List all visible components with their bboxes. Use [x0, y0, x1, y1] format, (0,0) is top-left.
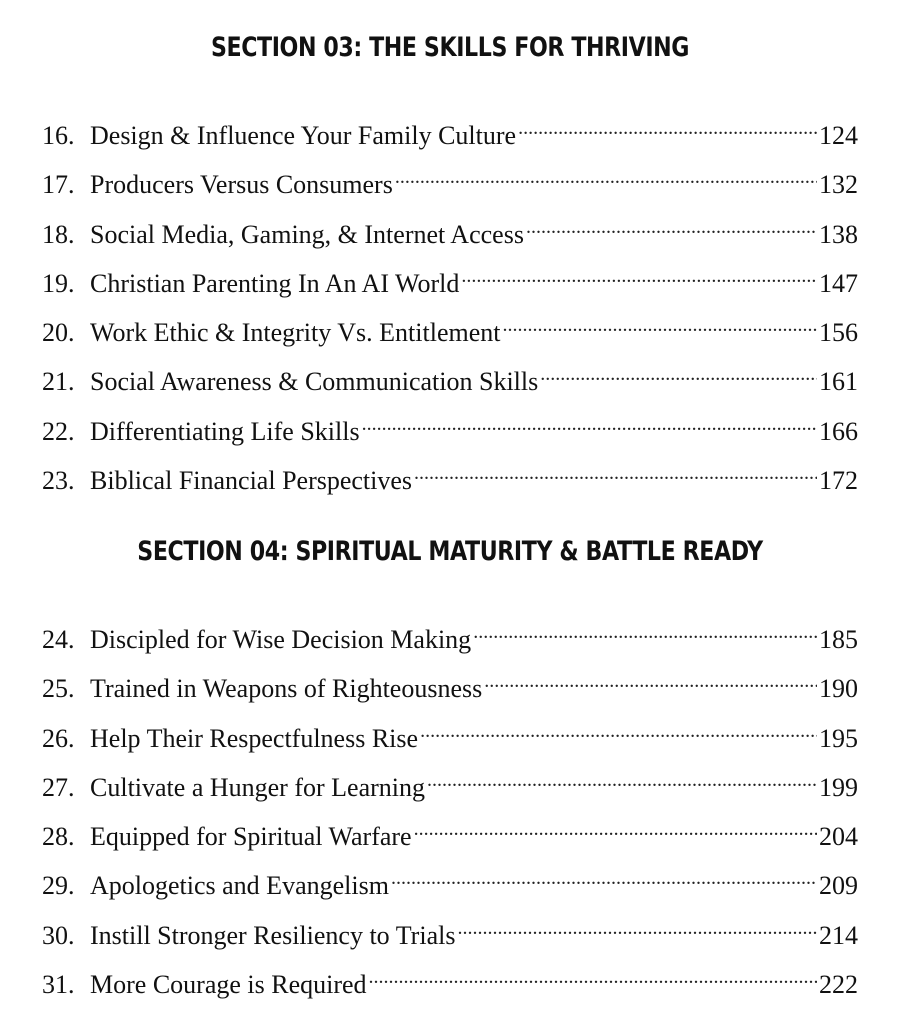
toc-entry[interactable] — [42, 856, 858, 905]
toc-entry[interactable] — [42, 955, 858, 1004]
dot-leader — [457, 906, 817, 944]
toc-entry-page-number: 132 — [819, 170, 858, 200]
toc-entry[interactable] — [42, 155, 858, 204]
toc-entry-page-number: 124 — [819, 121, 858, 150]
toc-entry-page-number: 199 — [819, 772, 858, 802]
toc-entry[interactable] — [42, 205, 858, 254]
section-04-heading: SECTION 04: SPIRITUAL MATURITY & BATTLE READY — [137, 536, 763, 567]
toc-entry-title: Design & Influence Your Family Culture — [90, 121, 517, 150]
toc-entry-number: 20. — [42, 318, 75, 348]
toc-entry-title: Help Their Respectfulness Rise — [90, 723, 419, 753]
toc-entry-page-number: 195 — [819, 723, 858, 753]
toc-entry-page-number: 204 — [819, 822, 858, 852]
toc-entry-page-number: 172 — [819, 466, 858, 496]
toc-entry-number: 18. — [42, 219, 75, 249]
toc-entry[interactable] — [42, 352, 858, 401]
toc-entry[interactable] — [42, 451, 858, 500]
toc-entry-page-number: 161 — [819, 367, 858, 397]
toc-entry-number: 30. — [42, 920, 75, 950]
toc-entry[interactable] — [42, 758, 858, 807]
toc-entry-title: Biblical Financial Perspectives — [90, 466, 413, 496]
toc-entry-page-number: 209 — [819, 871, 858, 901]
toc-entry-page-number: 166 — [819, 416, 858, 446]
toc-entry-page-number: 185 — [819, 625, 858, 654]
dot-leader — [369, 955, 817, 993]
toc-entry[interactable] — [42, 254, 858, 303]
toc-entry-number: 21. — [42, 367, 75, 397]
toc-entry-number: 25. — [42, 674, 75, 704]
toc-entry[interactable] — [42, 709, 858, 758]
toc-entry-title: Work Ethic & Integrity Vs. Entitlement — [90, 318, 501, 348]
toc-entry-number: 28. — [42, 822, 75, 852]
toc-entry[interactable] — [42, 659, 858, 708]
toc-entry-page-number: 190 — [819, 674, 858, 704]
toc-entry-title: Social Media, Gaming, & Internet Access — [90, 219, 524, 249]
toc-entry-title: Trained in Weapons of Righteousness — [90, 674, 483, 704]
dot-leader — [420, 709, 817, 747]
dot-leader — [362, 402, 817, 440]
dot-leader — [526, 205, 817, 243]
toc-entry-number: 23. — [42, 466, 75, 496]
toc-entry-number: 17. — [42, 170, 75, 200]
toc-entry-number: 22. — [42, 416, 75, 446]
dot-leader — [484, 659, 817, 697]
toc-entry[interactable] — [42, 610, 858, 659]
section-04-toc-list — [42, 610, 858, 1004]
toc-entry[interactable] — [42, 303, 858, 352]
section-03-heading: SECTION 03: THE SKILLS FOR THRIVING — [210, 32, 690, 63]
toc-entry-number: 26. — [42, 723, 75, 753]
toc-entry-number: 29. — [42, 871, 75, 901]
toc-entry-number: 19. — [42, 268, 75, 298]
toc-entry-page-number: 222 — [819, 970, 858, 1000]
toc-entry-page-number: 147 — [819, 268, 858, 298]
dot-leader — [473, 610, 817, 648]
toc-entry-number: 16. — [42, 121, 75, 150]
dot-leader — [502, 303, 817, 341]
toc-entry-number: 31. — [42, 970, 75, 1000]
dot-leader — [391, 856, 817, 894]
toc-entry-page-number: 156 — [819, 318, 858, 348]
toc-entry-title: Producers Versus Consumers — [90, 170, 393, 200]
dot-leader — [427, 758, 817, 796]
dot-leader — [395, 155, 817, 193]
toc-entry-title: Cultivate a Hunger for Learning — [90, 772, 425, 802]
toc-entry[interactable] — [42, 807, 858, 856]
dot-leader — [540, 352, 817, 390]
toc-entry-page-number: 214 — [819, 920, 858, 950]
toc-entry-title: Discipled for Wise Decision Making — [90, 625, 472, 654]
toc-entry-title: Differentiating Life Skills — [90, 416, 360, 446]
toc-entry-number: 27. — [42, 772, 75, 802]
toc-entry-title: More Courage is Required — [90, 970, 367, 1000]
toc-entry[interactable] — [42, 402, 858, 451]
toc-entry[interactable] — [42, 106, 858, 155]
section-03-toc-list — [42, 106, 858, 500]
toc-entry-title: Equipped for Spiritual Warfare — [90, 822, 412, 852]
toc-entry-page-number: 138 — [819, 219, 858, 249]
dot-leader — [414, 807, 817, 845]
toc-entry-title: Christian Parenting In An AI World — [90, 268, 460, 298]
dot-leader — [461, 254, 817, 292]
dot-leader — [518, 106, 817, 144]
dot-leader — [414, 451, 817, 489]
toc-entry-title: Social Awareness & Communication Skills — [90, 367, 539, 397]
toc-entry[interactable] — [42, 906, 858, 955]
toc-entry-title: Apologetics and Evangelism — [90, 871, 389, 901]
toc-entry-number: 24. — [42, 625, 75, 654]
toc-entry-title: Instill Stronger Resiliency to Trials — [90, 920, 456, 950]
